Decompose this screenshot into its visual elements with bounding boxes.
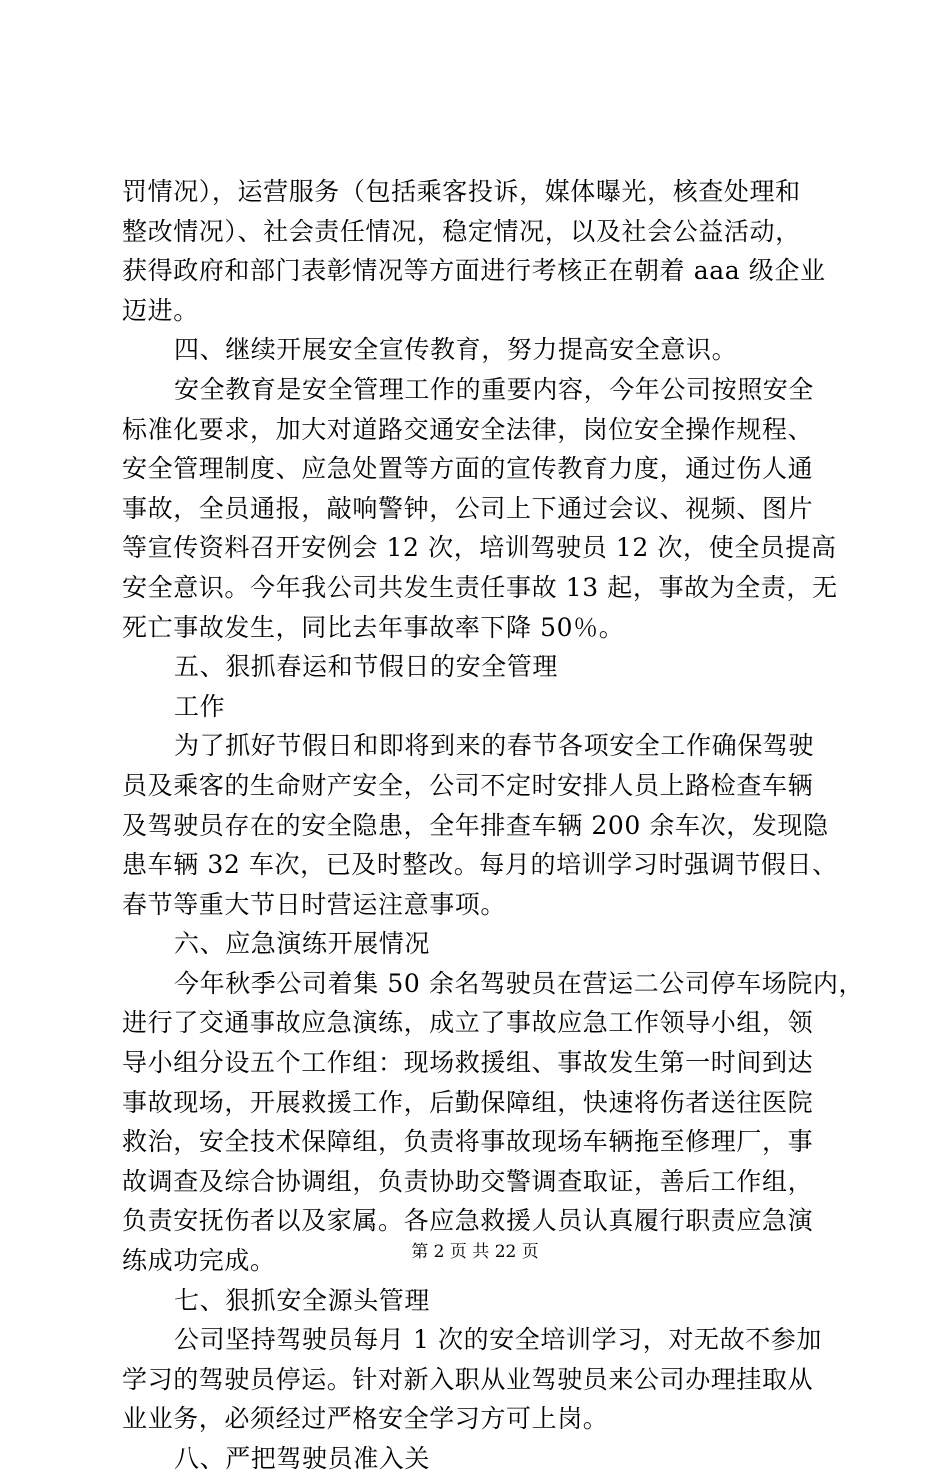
text-line: 迈进。 <box>122 295 199 325</box>
text-line: 八、严把驾驶员准入关 <box>174 1444 431 1473</box>
text-line: 故调查及综合协调组，负责协助交警调查取证，善后工作组， <box>122 1166 814 1196</box>
text-line: 春节等重大节日时营运注意事项。 <box>122 889 507 919</box>
text-line: 五、狠抓春运和节假日的安全管理 <box>174 652 559 682</box>
text-line: 罚情况），运营服务（包括乘客投诉，媒体曝光，核查处理和 <box>122 177 801 206</box>
text-line: 患车辆 32 车次，已及时整改。每月的培训学习时强调节假日、 <box>122 850 838 880</box>
text-line: 今年秋季公司着集 50 余名驾驶员在营运二公司停车场院内， <box>174 968 865 998</box>
text-line: 工作 <box>174 691 226 721</box>
text-line: 救治，安全技术保障组，负责将事故现场车辆拖至修理厂，事 <box>122 1127 814 1157</box>
text-line: 员及乘客的生命财产安全，公司不定时安排人员上路检查车辆 <box>122 770 814 800</box>
text-line: 安全管理制度、应急处置等方面的宣传教育力度，通过伤人通 <box>122 454 814 484</box>
text-line: 导小组分设五个工作组：现场救援组、事故发生第一时间到达 <box>122 1048 814 1078</box>
text-line: 标准化要求，加大对道路交通安全法律，岗位安全操作规程、 <box>122 414 814 444</box>
text-line: 及驾驶员存在的安全隐患，全年排查车辆 200 余车次，发现隐 <box>122 810 829 840</box>
text-line: 练成功完成。 <box>122 1246 276 1276</box>
text-line: 整改情况）、社会责任情况，稳定情况，以及社会公益活动， <box>122 216 801 246</box>
document-body <box>122 172 865 1479</box>
text-line: 四、继续开展安全宣传教育，努力提高安全意识。 <box>174 335 738 365</box>
text-line: 获得政府和部门表彰情况等方面进行考核正在朝着 aaa 级企业 <box>122 256 826 286</box>
text-line: 六、应急演练开展情况 <box>174 929 431 959</box>
text-line: 安全意识。今年我公司共发生责任事故 13 起，事故为全责，无 <box>122 572 838 602</box>
page-number-footer: 第 2 页 共 22 页 <box>411 1242 539 1262</box>
text-line: 死亡事故发生，同比去年事故率下降 50％。 <box>122 612 625 642</box>
text-line: 七、狠抓安全源头管理 <box>174 1285 431 1315</box>
text-line: 进行了交通事故应急演练，成立了事故应急工作领导小组，领 <box>122 1008 814 1038</box>
text-line: 等宣传资料召开安例会 12 次，培训驾驶员 12 次，使全员提高 <box>122 533 837 563</box>
text-line: 事故现场，开展救援工作，后勤保障组，快速将伤者送往医院 <box>122 1087 814 1117</box>
text-line: 公司坚持驾驶员每月 1 次的安全培训学习，对无故不参加 <box>174 1325 823 1355</box>
text-line: 为了抓好节假日和即将到来的春节各项安全工作确保驾驶 <box>174 731 815 761</box>
text-line: 负责安抚伤者以及家属。各应急救援人员认真履行职责应急演 <box>122 1206 814 1236</box>
text-line: 业业务，必须经过严格安全学习方可上岗。 <box>122 1404 609 1434</box>
text-line: 安全教育是安全管理工作的重要内容，今年公司按照安全 <box>174 374 815 404</box>
text-line: 事故，全员通报，敲响警钟，公司上下通过会议、视频、图片 <box>122 493 814 523</box>
text-line: 学习的驾驶员停运。针对新入职从业驾驶员来公司办理挂取从 <box>122 1364 814 1394</box>
